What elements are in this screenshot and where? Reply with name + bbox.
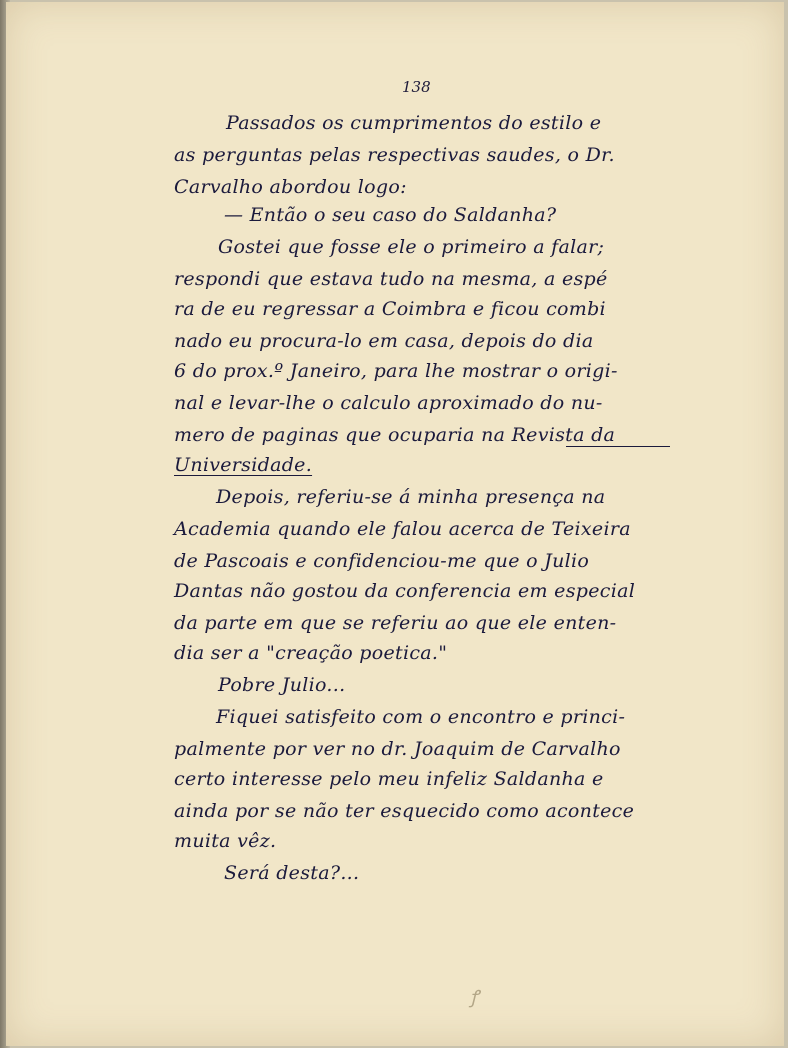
text-line: ra de eu regressar a Coimbra e ficou combi	[174, 298, 606, 320]
text-line: Universidade.	[174, 454, 313, 476]
journal-title-underline	[566, 424, 670, 447]
text-line: nado eu procura-lo em casa, depois do dia	[174, 330, 594, 352]
text-line: Dantas não gostou da conferencia em especial	[174, 580, 636, 602]
text-line: nal e levar-lhe o calculo aproximado do nu-	[174, 392, 603, 414]
text-line: as perguntas pelas respectivas saudes, o Dr.	[174, 144, 615, 166]
text-line: respondi que estava tudo na mesma, a espé	[174, 268, 608, 290]
ink-mark: ꝭ	[470, 987, 479, 1008]
text-line: muita vêz.	[174, 830, 277, 852]
text-line: Gostei que fosse ele o primeiro a falar;	[218, 236, 605, 258]
text-line: de Pascoais e confidenciou-me que o Julio	[174, 550, 590, 572]
text-line: Passados os cumprimentos do estilo e	[226, 112, 602, 134]
text-line: Será desta?...	[224, 862, 360, 884]
text-line: Fiquei satisfeito com o encontro e princi-	[216, 706, 626, 728]
text-line: mero de paginas que ocuparia na Revista da	[174, 424, 616, 446]
text-line: palmente por ver no dr. Joaquim de Carvalho	[174, 738, 621, 760]
text-line: Carvalho abordou logo:	[174, 176, 407, 198]
text-line: certo interesse pelo meu infeliz Saldanha e	[174, 768, 604, 790]
text-line: da parte em que se referiu ao que ele enten-	[174, 612, 617, 634]
page-number: 138	[402, 78, 431, 96]
text-line: Academia quando ele falou acerca de Teixeira	[174, 518, 631, 540]
text-line: ainda por se não ter esquecido como acontece	[174, 800, 635, 822]
text-line: dia ser a "creação poetica."	[174, 642, 448, 664]
text-line: 6 do prox.º Janeiro, para lhe mostrar o origi-	[174, 360, 618, 382]
text-line: Depois, referiu-se á minha presença na	[216, 486, 606, 508]
text-line: Pobre Julio...	[218, 674, 346, 696]
text-line: — Então o seu caso do Saldanha?	[224, 204, 557, 226]
